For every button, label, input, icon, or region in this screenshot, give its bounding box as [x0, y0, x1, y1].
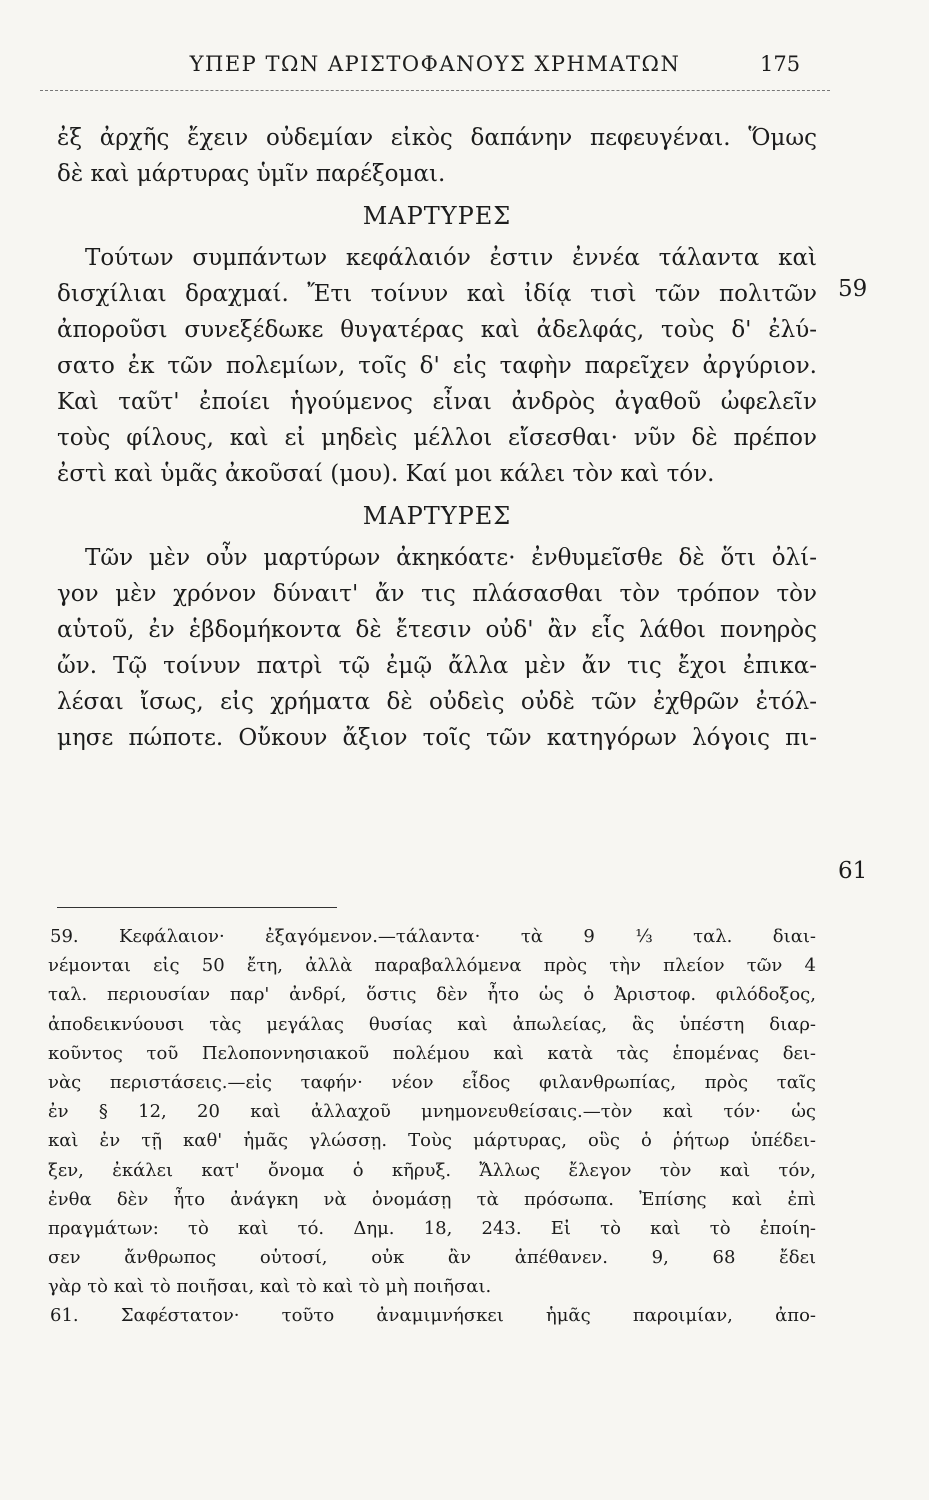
text-line: Τούτων συμπάντων κεφάλαιόν ἐστιν ἐννέα τάλαντα καὶ: [85, 245, 817, 271]
text-line: τοὺς φίλους, καὶ εἰ μηδεὶς μέλλοι εἴσεσθαι· νῦν δὲ πρέπον: [57, 425, 817, 451]
footnote-line: ἀποδεικνύουσι τὰς μεγάλας θυσίας καὶ ἀπωλείας, ἃς ὑπέστη διαρ-: [48, 1013, 816, 1035]
footnotes: [48, 922, 816, 1331]
text-line: μησε πώποτε. Οὔκουν ἄξιον τοῖς τῶν κατηγόρων λόγοις πι-: [57, 725, 817, 751]
header-rule: [40, 86, 830, 91]
footnote-line: κοῦντος τοῦ Πελοποννησιακοῦ πολέμου καὶ κατὰ τὰς ἑπομένας δει-: [48, 1042, 816, 1064]
footnote-line: σεν ἄνθρωπος οὑτοσί, οὐκ ἂν ἀπέθανεν. 9, 68 ἔδει: [48, 1247, 816, 1269]
text-line: σατο ἐκ τῶν πολεμίων, τοῖς δ' εἰς ταφὴν παρεῖχεν ἀργύριον.: [57, 353, 817, 379]
text-line: ἀποροῦσι συνεξέδωκε θυγατέρας καὶ ἀδελφάς, τοὺς δ' ἐλύ-: [57, 317, 817, 343]
text-line: λέσαι ἴσως, εἰς χρήματα δὲ οὐδεὶς οὐδὲ τῶν ἐχθρῶν ἐτόλ-: [57, 689, 817, 715]
footnote-line: νέμονται εἰς 50 ἔτη, ἀλλὰ παραβαλλόμενα πρὸς τὴν πλείον τῶν 4: [48, 955, 816, 977]
text-line: ἐστὶ καὶ ὑμᾶς ἀκοῦσαί (μου). Καί μοι κάλει τὸν καὶ τόν.: [57, 461, 715, 487]
footnote-line: ταλ. περιουσίαν παρ' ἀνδρί, ὅστις δὲν ἦτο ὡς ὁ Ἀριστοφ. φιλόδοξος,: [48, 984, 816, 1006]
text-line: Τῶν μὲν οὖν μαρτύρων ἀκηκόατε· ἐνθυμεῖσθε δὲ ὅτι ὀλί-: [85, 545, 817, 571]
footnote-line: πραγμάτων: τὸ καὶ τό. Δημ. 18, 243. Εἰ τὸ καὶ τὸ ἐποίη-: [48, 1217, 816, 1239]
running-title: ΥΠΕΡ ΤΩΝ ΑΡΙΣΤΟΦΑΝΟΥΣ ΧΡΗΜΑΤΩΝ: [189, 52, 681, 76]
text-line: ἐξ ἀρχῆς ἔχειν οὐδεμίαν εἰκὸς δαπάνην πεφευγέναι. Ὅμως: [57, 125, 817, 151]
text-line: γον μὲν χρόνον δύναιτ' ἄν τις πλάσασθαι τὸν τρόπον τὸν: [57, 581, 817, 607]
text-line: Καὶ ταῦτ' ἐποίει ἡγούμενος εἶναι ἀνδρὸς ἀγαθοῦ ὠφελεῖν: [57, 389, 817, 415]
section-heading-witnesses: ΜΑΡΤΥΡΕΣ: [362, 202, 512, 230]
margin-section-number: 61: [838, 858, 868, 884]
footnote-line: νὰς περιστάσεις.—εἰς ταφήν· νέον εἶδος φιλανθρωπίας, πρὸς ταῖς: [48, 1071, 816, 1093]
text-line: δὲ καὶ μάρτυρας ὑμῖν παρέξομαι.: [57, 161, 446, 187]
page-number: 175: [760, 52, 801, 76]
footnote-line: καὶ ἐν τῇ καθ' ἡμᾶς γλώσσῃ. Τοὺς μάρτυρας, οὓς ὁ ῥήτωρ ὑπέδει-: [48, 1130, 816, 1152]
footnote-line: γὰρ τὸ καὶ τὸ ποιῆσαι, καὶ τὸ καὶ τὸ μὴ ποιῆσαι.: [48, 1276, 492, 1298]
footnote-line: 59. Κεφάλαιον· ἐξαγόμενον.—τάλαντα· τὰ 9 ⅓ ταλ. διαι-: [50, 926, 816, 947]
footnote-line: ἐν § 12, 20 καὶ ἀλλαχοῦ μνημονευθείσαις.—τὸν καὶ τόν· ὡς: [48, 1101, 816, 1123]
section-heading-witnesses: ΜΑΡΤΥΡΕΣ: [362, 502, 512, 530]
footnote-line: ἐνθα δὲν ἦτο ἀνάγκη νὰ ὀνομάσῃ τὰ πρόσωπα. Ἐπίσης καὶ ἐπὶ: [48, 1188, 816, 1210]
margin-section-number: 59: [838, 276, 868, 302]
text-line: αὑτοῦ, ἐν ἑβδομήκοντα δὲ ἔτεσιν οὐδ' ἂν εἷς λάθοι πονηρὸς: [57, 617, 817, 643]
main-text: [57, 120, 817, 756]
footnote-line: ξεν, ἐκάλει κατ' ὄνομα ὁ κῆρυξ. Ἄλλως ἔλεγον τὸν καὶ τόν,: [48, 1159, 816, 1181]
text-line: ὤν. Τῷ τοίνυν πατρὶ τῷ ἐμῷ ἄλλα μὲν ἄν τις ἔχοι ἐπικα-: [57, 653, 817, 679]
footnote-rule: [57, 907, 337, 908]
text-line: δισχίλιαι δραχμαί. Ἔτι τοίνυν καὶ ἰδίᾳ τισὶ τῶν πολιτῶν: [57, 281, 817, 307]
footnote-line: 61. Σαφέστατον· τοῦτο ἀναμιμνήσκει ἡμᾶς παροιμίαν, ἀπο-: [50, 1305, 816, 1327]
